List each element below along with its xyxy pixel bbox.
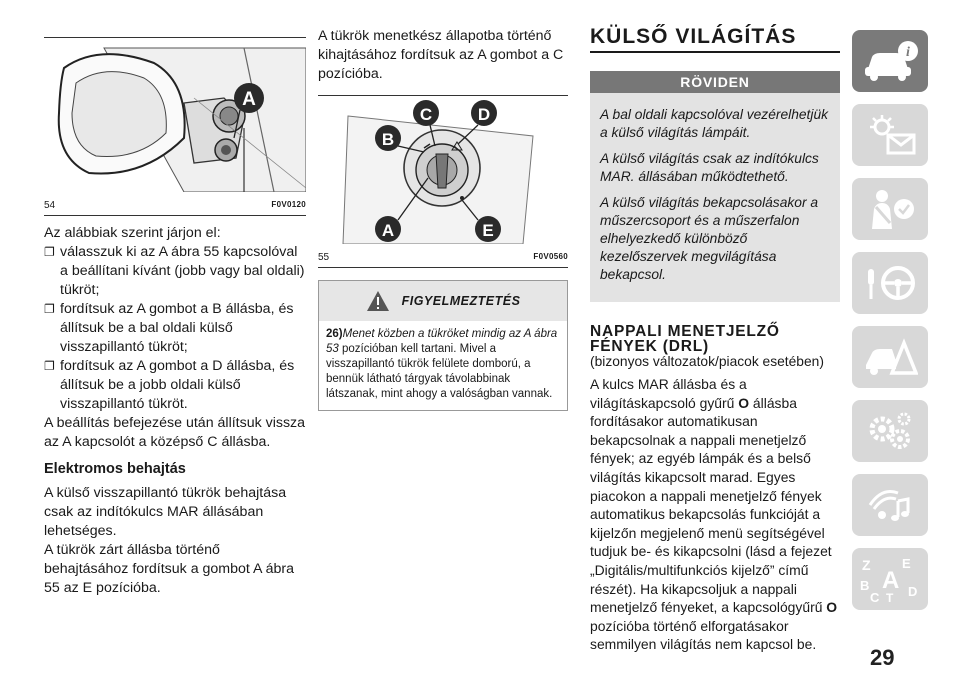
figure-55-caption xyxy=(318,249,568,268)
paragraph: A tükrök zárt állásba történő behajtásához fordítsuk a gombot A ábra 55 az E pozícióba. xyxy=(44,542,295,596)
sidebar-tab-car-info[interactable] xyxy=(852,30,928,92)
warning-title: FIGYELMEZTETÉS xyxy=(401,294,521,308)
bullet-square-icon: ❐ xyxy=(44,359,55,373)
col1-body xyxy=(44,224,306,598)
section-title-line-2: FÉNYEK (DRL) xyxy=(590,338,709,355)
svg-text:E: E xyxy=(902,556,911,571)
bullet-square-icon: ❐ xyxy=(44,245,55,259)
sidebar-tab-index[interactable] xyxy=(852,548,928,610)
paragraph: A külső visszapillantó tükrök behajtása csak az indítókulcs MAR állásában lehetséges. xyxy=(44,485,287,539)
after-text: A beállítás befejezése után állítsuk vissza az A kapcsolót a középső C állásba. xyxy=(44,415,306,450)
figure-54 xyxy=(44,37,306,216)
sidebar-tab-maintenance[interactable] xyxy=(852,400,928,462)
column-3 xyxy=(590,0,840,654)
bullet-square-icon: ❐ xyxy=(44,302,55,316)
svg-text:B: B xyxy=(860,578,870,593)
multimedia-icon xyxy=(862,483,918,527)
warning-box xyxy=(318,280,568,411)
figure-number: 54 xyxy=(44,200,56,211)
bullet-text: fordítsuk az A gombot a D állásba, és állítsuk be a jobb oldali külső visszapillantó tükröt. xyxy=(60,358,295,412)
warning-number: 26) xyxy=(326,328,343,340)
figure-55 xyxy=(318,95,568,268)
page-number: 29 xyxy=(870,645,895,670)
section-note: (bizonyos változatok/piacok esetében) xyxy=(590,354,824,369)
summary-item: A külső világítás bekapcsolásakor a műszercsoport és a műszerfalon elhelyezkedő különböző kezelőszervek megvilágítása bekapcsol. xyxy=(600,195,819,282)
svg-text:D: D xyxy=(908,584,918,599)
svg-text:A: A xyxy=(882,567,900,594)
sidebar-tab-multimedia[interactable] xyxy=(852,474,928,536)
sidebar-tab-warning-lights[interactable] xyxy=(852,104,928,166)
warning-rest-text: pozícióban kell tartani. Mivel a visszapillantó tükrök felülete domború, a bennük látható tárgyak távolabbinak látszanak, mint ahogy a valóságban vannak. xyxy=(326,343,553,400)
summary-item: A bal oldali kapcsolóval vezérelhetjük a külső világítás lámpáit. xyxy=(600,107,829,140)
car-info-icon xyxy=(860,39,920,83)
mirror-switch-illustration xyxy=(318,96,568,244)
seatbelt-airbag-icon xyxy=(862,187,918,231)
summary-box xyxy=(590,93,840,302)
sidebar-tab-safety[interactable] xyxy=(852,178,928,240)
paragraph: A tükrök menetkész állapotba történő kihajtásához fordítsuk az A gombot a C pozícióba. xyxy=(318,28,564,82)
intro-text: Az alábbiak szerint járjon el: xyxy=(44,225,221,241)
sidebar-tab-starting-driving[interactable] xyxy=(852,252,928,314)
breakdown-triangle-icon xyxy=(862,335,918,379)
summary-label: RÖVIDEN xyxy=(590,71,840,93)
chapter-title: KÜLSŐ VILÁGÍTÁS xyxy=(590,0,840,53)
warning-header xyxy=(319,281,567,321)
alphabetical-index-icon xyxy=(858,554,922,604)
figure-code: F0V0120 xyxy=(271,200,306,209)
drl-body-text xyxy=(590,375,840,654)
col2-intro xyxy=(318,27,568,84)
column-1 xyxy=(44,0,306,598)
section-title-line-1: NAPPALI MENETJELZŐ xyxy=(590,323,780,340)
list-item xyxy=(44,357,306,414)
svg-text:i: i xyxy=(906,45,910,60)
svg-text:Z: Z xyxy=(862,557,871,573)
maintenance-gears-icon xyxy=(862,409,918,453)
section-title xyxy=(590,324,840,354)
figure-55-label-d: D xyxy=(477,105,491,124)
bullet-text: válasszuk ki az A ábra 55 kapcsolóval a beállítani kívánt (jobb vagy bal oldali) tükröt; xyxy=(60,244,305,298)
figure-55-label-a: A xyxy=(381,221,395,240)
chapter-sidebar xyxy=(852,30,928,622)
svg-text:T: T xyxy=(886,591,894,604)
ring-position-o: O xyxy=(826,599,838,616)
ring-position-o: O xyxy=(738,394,750,411)
figure-55-label-c: C xyxy=(419,105,433,124)
warning-italic-text: Menet közben a tükröket mindig az A ábra 53 xyxy=(326,328,558,355)
body-part: állásba fordításakor automatikusan bekapcsolnak a nappali menetjelző fények; az egyéb lámpák és a belső világítás kikapcsolt marad. Egyes piacokon a nappali menetjelző fények automatikus bekapcsolás funkcióját a kijelzőn megjelenő menü segítségével tudjuk be- és kikapcsolni (lásd a fejezet „Digitális/multifunkciós kijelző” című részét). Ha kikapcsoljuk a nappali menetjelző fényeket, a kapcsológyűrű xyxy=(590,394,832,616)
sidebar-tab-emergency[interactable] xyxy=(852,326,928,388)
subheading-electric-folding: Elektromos behajtás xyxy=(44,461,186,477)
figure-54-caption xyxy=(44,197,306,216)
figure-55-label-b: B xyxy=(381,130,395,149)
warning-triangle-icon xyxy=(366,290,390,312)
list-item xyxy=(44,300,306,357)
list-item xyxy=(44,243,306,300)
column-2 xyxy=(318,0,568,411)
steering-key-icon xyxy=(862,261,918,305)
svg-text:C: C xyxy=(870,590,880,604)
figure-54-label-a: A xyxy=(242,89,256,110)
figure-code: F0V0560 xyxy=(533,252,568,261)
figure-55-label-e: E xyxy=(482,221,494,240)
bullet-text: fordítsuk az A gombot a B állásba, és állítsuk be a bal oldali külső visszapillantó tükröt; xyxy=(60,301,294,355)
figure-number: 55 xyxy=(318,252,330,263)
warning-text xyxy=(319,321,567,410)
warning-lights-icon xyxy=(862,113,918,157)
body-part: A kulcs MAR állásba és a világításkapcsoló gyűrű xyxy=(590,376,747,411)
mirror-figure-illustration xyxy=(44,38,306,192)
summary-item: A külső világítás csak az indítókulcs MAR. állásában működtethető. xyxy=(600,151,819,184)
body-part: pozícióba történő elforgatásakor semmilyen világítás nem kapcsol be. xyxy=(590,617,817,653)
